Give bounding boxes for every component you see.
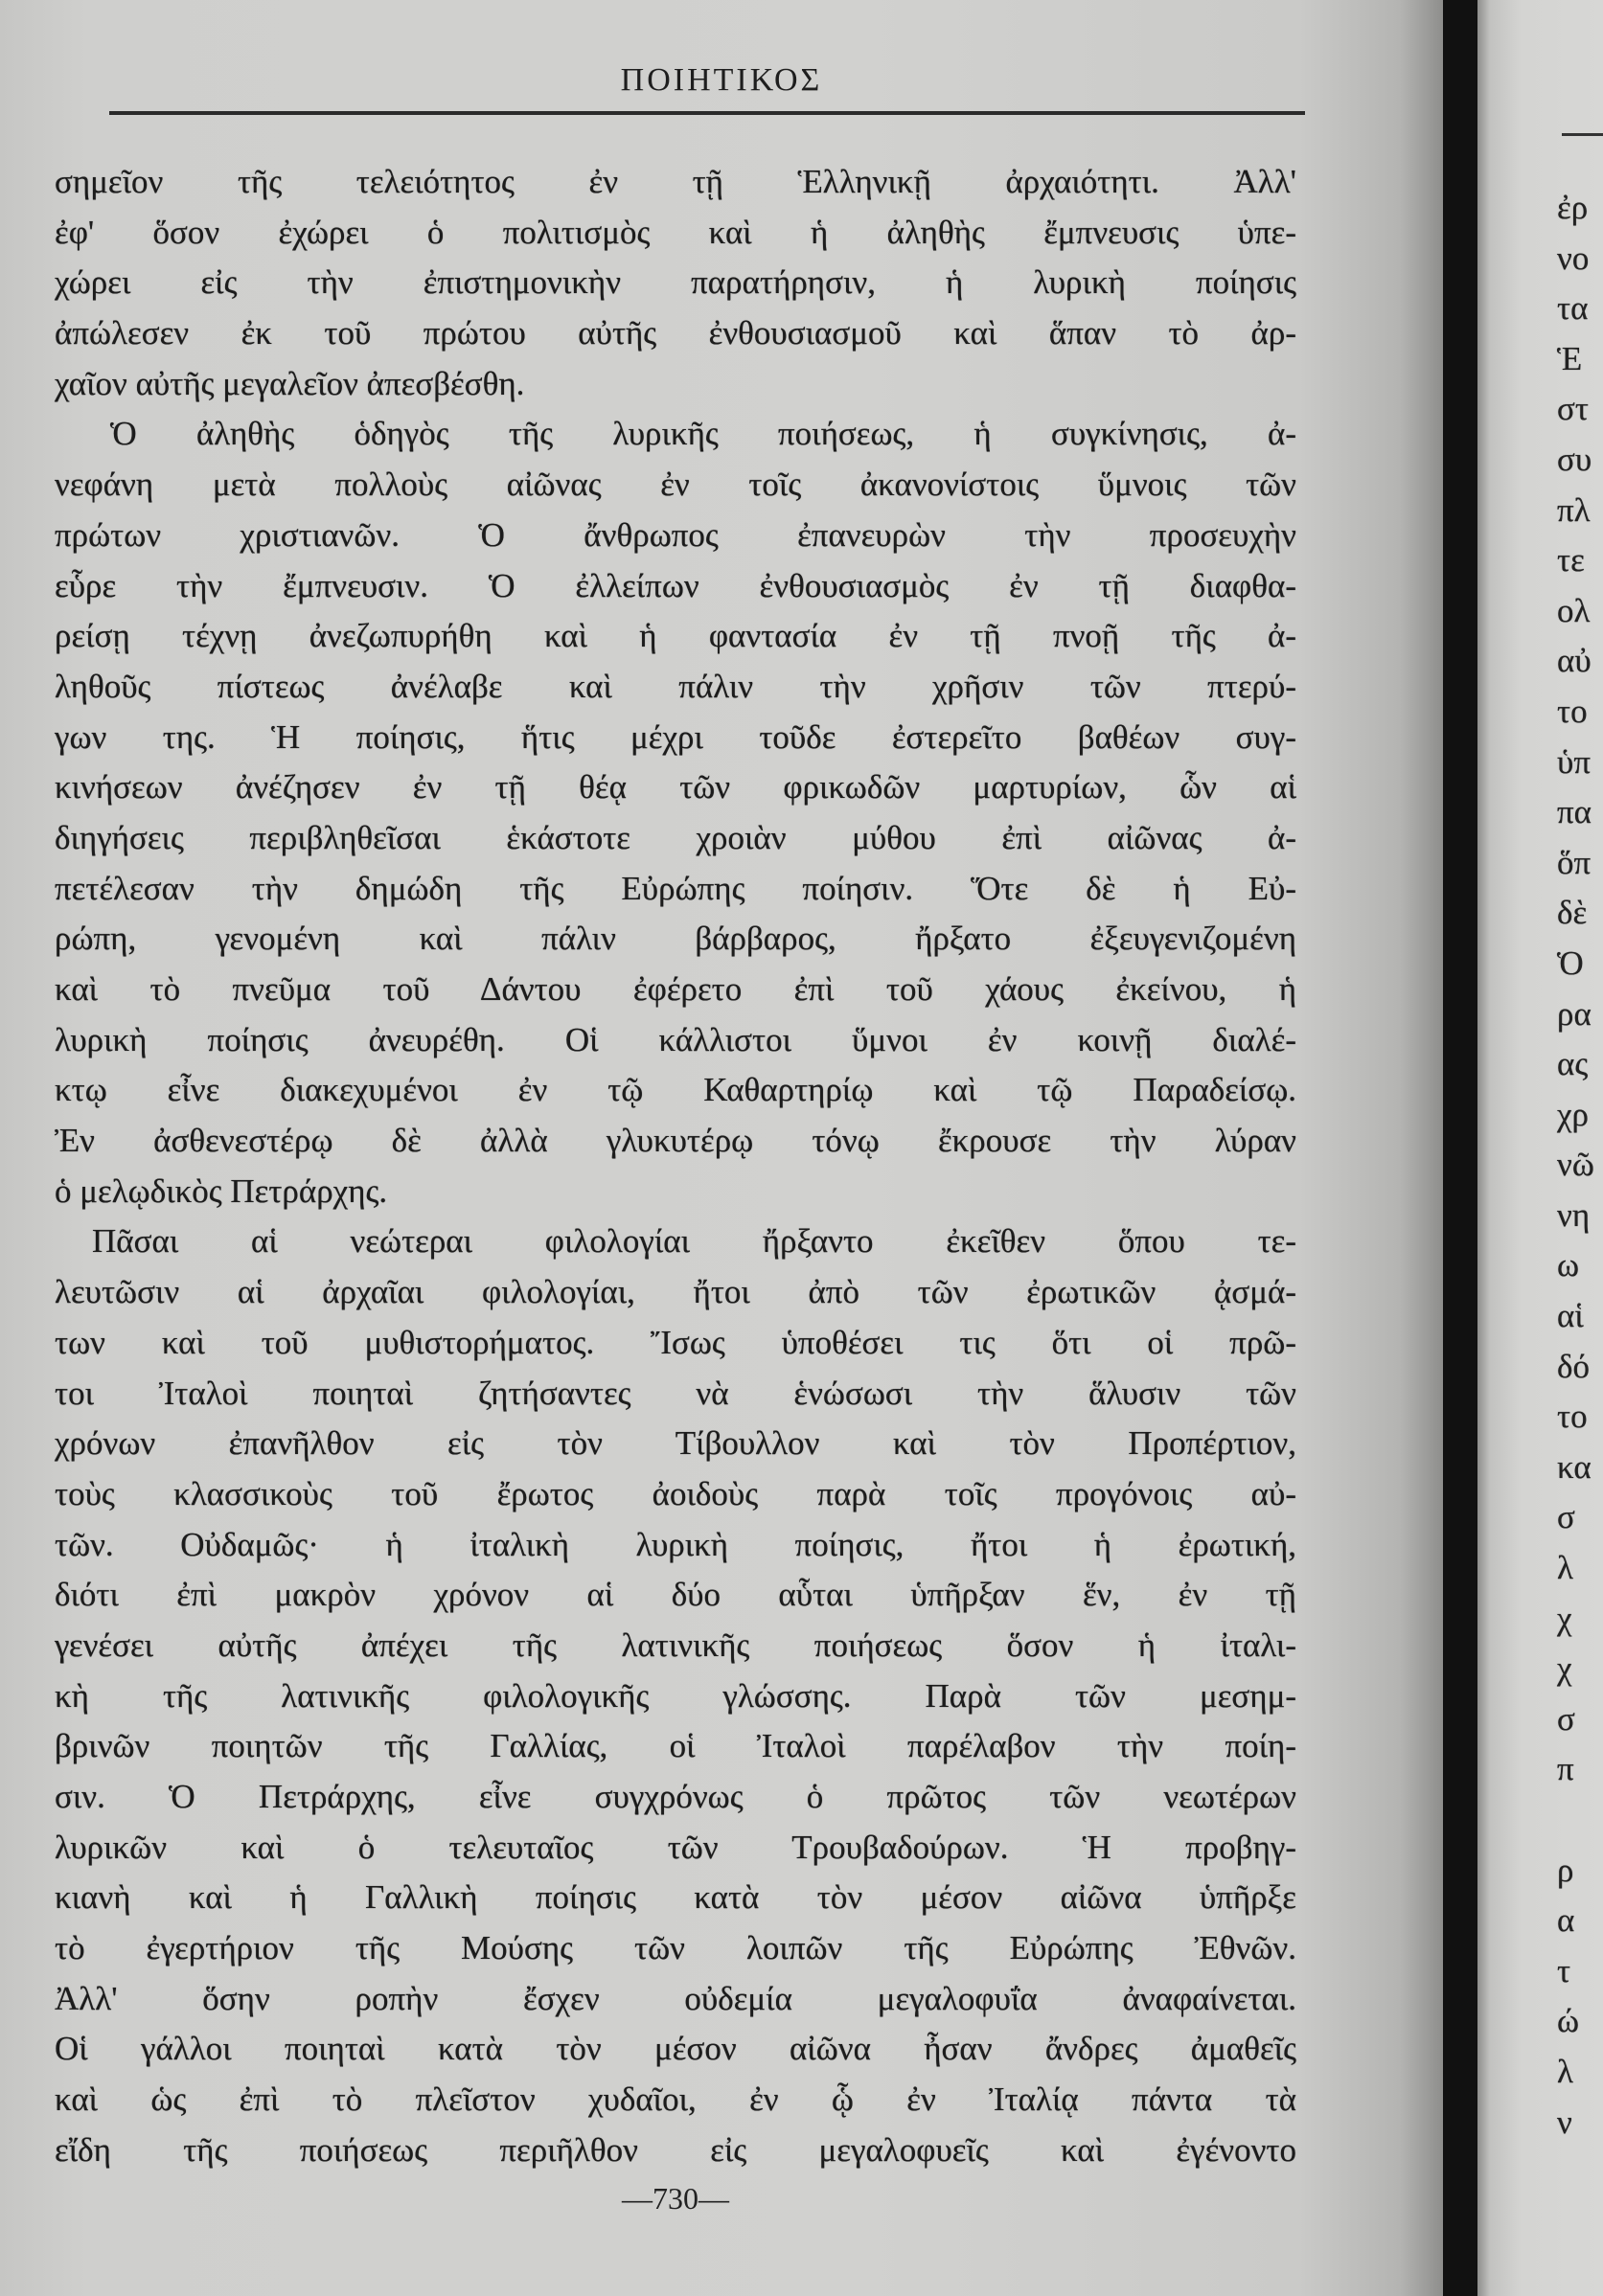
facing-page-line-fragment: ὑπ [1557,742,1591,781]
text-line: χώρει εἰς τὴν ἐπιστημονικὴν παρατήρησιν, ἡ λυρικὴ ποίησις [55,263,1296,302]
facing-page-header-rule [1562,133,1603,136]
text-line: τὸ ἐγερτήριον τῆς Μούσης τῶν λοιπῶν τῆς Εὐρώπης Ἐθνῶν. [55,1929,1296,1967]
facing-page-line-fragment: α [1557,1901,1575,1940]
facing-page-line-fragment: σ [1557,1699,1575,1738]
facing-page-line-fragment: ρ [1557,1851,1574,1889]
text-line: λυρικῶν καὶ ὁ τελευταῖος τῶν Τρουβαδούρων. Ἡ προβηγ- [55,1828,1296,1866]
facing-page-line-fragment: δὲ [1557,894,1588,932]
text-line: κινήσεων ἀνέζησεν ἐν τῇ θέᾳ τῶν φρικωδῶν μαρτυρίων, ὧν αἱ [55,768,1296,807]
text-line: ἀπώλεσεν ἐκ τοῦ πρώτου αὐτῆς ἐνθουσιασμοῦ καὶ ἅπαν τὸ ἀρ- [55,314,1296,352]
facing-page-line-fragment: πα [1557,793,1592,831]
facing-page-line-fragment: ὅπ [1557,843,1592,881]
facing-page-line-fragment: στ [1557,390,1589,428]
facing-page-line-fragment: το [1557,1398,1588,1436]
text-line: Ἐν ἀσθενεστέρῳ δὲ ἀλλὰ γλυκυτέρῳ τόνῳ ἔκρουσε τὴν λύραν [55,1122,1296,1160]
facing-page-line-fragment: ώ [1557,2002,1580,2040]
text-line: ὁ μελῳδικὸς Πετράρχης. [55,1171,388,1210]
text-line: πετέλεσαν τὴν δημώδη τῆς Εὐρώπης ποίησιν. Ὅτε δὲ ἡ Εὐ- [55,869,1296,907]
text-line: εἴδη τῆς ποιήσεως περιῆλθον εἰς μεγαλοφυεῖς καὶ ἐγένοντο [55,2130,1296,2169]
facing-page-line-fragment: χρ [1557,1095,1590,1133]
text-line: Οἱ γάλλοι ποιηταὶ κατὰ τὸν μέσον αἰῶνα ἦσαν ἄνδρες ἀμαθεῖς [55,2030,1296,2068]
text-line: γενέσει αὐτῆς ἀπέχει τῆς λατινικῆς ποιήσεως ὅσον ἡ ἰταλι- [55,1625,1296,1664]
text-line: Πᾶσαι αἱ νεώτεραι φιλολογίαι ἤρξαντο ἐκεῖθεν ὅπου τε- [92,1222,1296,1261]
facing-page-line-fragment: αἱ [1557,1297,1584,1335]
running-head: ΠΟΙΗΤΙΚΟΣ [620,62,823,98]
facing-page-line-fragment: νῶ [1557,1146,1594,1184]
text-line: διηγήσεις περιβληθεῖσαι ἑκάστοτε χροιὰν μύθου ἐπὶ αἰῶνας ἀ- [55,818,1296,856]
text-line: ληθοῦς πίστεως ἀνέλαβε καὶ πάλιν τὴν χρῆσιν τῶν πτερύ- [55,667,1296,705]
text-line: εὗρε τὴν ἔμπνευσιν. Ὁ ἐλλείπων ἐνθουσιασμὸς ἐν τῇ διαφθα- [55,566,1296,604]
text-line: χρόνων ἐπανῆλθον εἰς τὸν Τίβουλλον καὶ τὸν Προπέρτιον, [55,1424,1296,1463]
text-line: τοι Ἰταλοὶ ποιηταὶ ζητήσαντες νὰ ἑνώσωσι τὴν ἅλυσιν τῶν [55,1374,1296,1412]
text-line: γων της. Ἡ ποίησις, ἥτις μέχρι τοῦδε ἐστερεῖτο βαθέων συγ- [55,717,1296,756]
text-line: κὴ τῆς λατινικῆς φιλολογικῆς γλώσσης. Παρὰ τῶν μεσημ- [55,1676,1296,1715]
facing-page-line-fragment: σ [1557,1498,1575,1536]
text-line: Ὁ ἀληθὴς ὁδηγὸς τῆς λυρικῆς ποιήσεως, ἡ συγκίνησις, ἀ- [110,415,1296,453]
text-line: κιανὴ καὶ ἡ Γαλλικὴ ποίησις κατὰ τὸν μέσον αἰῶνα ὑπῆρξε [55,1878,1296,1917]
facing-page-line-fragment: Ἑ [1557,339,1583,377]
facing-page-line-fragment: ολ [1557,591,1591,629]
text-line: νεφάνη μετὰ πολλοὺς αἰῶνας ἐν τοῖς ἀκανονίστοις ὕμνοις τῶν [55,466,1296,504]
text-line: βρινῶν ποιητῶν τῆς Γαλλίας, οἱ Ἰταλοὶ παρέλαβον τὴν ποίη- [55,1727,1296,1765]
facing-page-line-fragment: νο [1557,239,1590,277]
text-line: λυρικὴ ποίησις ἀνευρέθη. Οἱ κάλλιστοι ὕμνοι ἐν κοινῇ διαλέ- [55,1020,1296,1058]
text-line: διότι ἐπὶ μακρὸν χρόνον αἱ δύο αὗται ὑπῆρξαν ἕν, ἐν τῇ [55,1576,1296,1614]
text-line: καὶ τὸ πνεῦμα τοῦ Δάντου ἐφέρετο ἐπὶ τοῦ χάους ἐκείνου, ἡ [55,970,1296,1008]
facing-page-line-fragment: χ [1557,1649,1572,1688]
text-line: τοὺς κλασσικοὺς τοῦ ἔρωτος ἀοιδοὺς παρὰ τοῖς προγόνοις αὐ- [55,1474,1296,1512]
text-line: ρείσῃ τέχνῃ ἀνεζωπυρήθη καὶ ἡ φαντασία ἐν τῇ πνοῇ τῆς ἀ- [55,617,1296,655]
text-line: καὶ ὡς ἐπὶ τὸ πλεῖστον χυδαῖοι, ἐν ᾧ ἐν Ἰταλίᾳ πάντα τὰ [55,2080,1296,2119]
facing-page-line-fragment: π [1557,1750,1574,1788]
facing-page-line-fragment: λ [1557,2052,1573,2090]
facing-page-line-fragment: συ [1557,440,1592,478]
facing-page-line-fragment: τε [1557,541,1585,580]
text-line: λευτῶσιν αἱ ἀρχαῖαι φιλολογίαι, ἤτοι ἀπὸ τῶν ἐρωτικῶν ᾀσμά- [55,1273,1296,1311]
facing-page [1477,0,1603,2296]
body-text [55,157,1296,2176]
facing-page-line-fragment: κα [1557,1447,1592,1486]
text-line: κτῳ εἶνε διακεχυμένοι ἐν τῷ Καθαρτηρίῳ καὶ τῷ Παραδείσῳ. [55,1071,1296,1109]
text-line: χαῖον αὐτῆς μεγαλεῖον ἀπεσβέσθη. [55,364,525,402]
header-rule [109,111,1305,115]
facing-page-line-fragment: χ [1557,1599,1572,1637]
facing-page-line-fragment: ἐρ [1557,189,1589,226]
facing-page-blank-line [1557,1795,1603,1846]
facing-page-line-fragment: αὐ [1557,642,1592,680]
facing-page-line-fragment: δό [1557,1347,1590,1385]
text-line: τῶν. Οὐδαμῶς· ἡ ἰταλικὴ λυρικὴ ποίησις, ἤτοι ἡ ἐρωτική, [55,1525,1296,1563]
facing-page-line-fragment: το [1557,692,1588,730]
facing-page-line-fragment: πλ [1557,490,1591,529]
facing-page-line-fragment: λ [1557,1549,1573,1587]
facing-page-line-fragment: ν [1557,2103,1572,2141]
book-gutter [1443,0,1477,2296]
page-number: —730— [622,2181,729,2216]
text-line: ἐφ' ὅσον ἐχώρει ὁ πολιτισμὸς καὶ ἡ ἀληθὴς ἔμπνευσις ὑπε- [55,213,1296,251]
facing-page-line-fragment: ω [1557,1246,1580,1284]
text-line: σιν. Ὁ Πετράρχης, εἶνε συγχρόνως ὁ πρῶτος τῶν νεωτέρων [55,1778,1296,1815]
text-line: πρώτων χριστιανῶν. Ὁ ἄνθρωπος ἐπανευρὼν τὴν προσευχὴν [55,515,1296,554]
facing-page-line-fragment: ρα [1557,994,1592,1033]
facing-page-text-edge [1557,183,1603,2148]
facing-page-line-fragment: ας [1557,1045,1589,1083]
facing-page-line-fragment: Ὁ [1557,943,1584,982]
text-line: σημεῖον τῆς τελειότητος ἐν τῇ Ἑλληνικῇ ἀρχαιότητι. Ἀλλ' [55,163,1296,200]
text-line: ρώπη, γενομένη καὶ πάλιν βάρβαρος, ἤρξατο ἐξευγενιζομένη [55,920,1296,958]
facing-page-line-fragment: τα [1557,289,1589,328]
facing-page-line-fragment: νη [1557,1195,1591,1234]
facing-page-line-fragment: τ [1557,1951,1571,1989]
text-line: των καὶ τοῦ μυθιστορήματος. Ἴσως ὑποθέσει τις ὅτι οἱ πρῶ- [55,1323,1296,1361]
text-line: Ἀλλ' ὅσην ροπὴν ἔσχεν οὐδεμία μεγαλοφυΐα ἀναφαίνεται. [55,1979,1296,2017]
